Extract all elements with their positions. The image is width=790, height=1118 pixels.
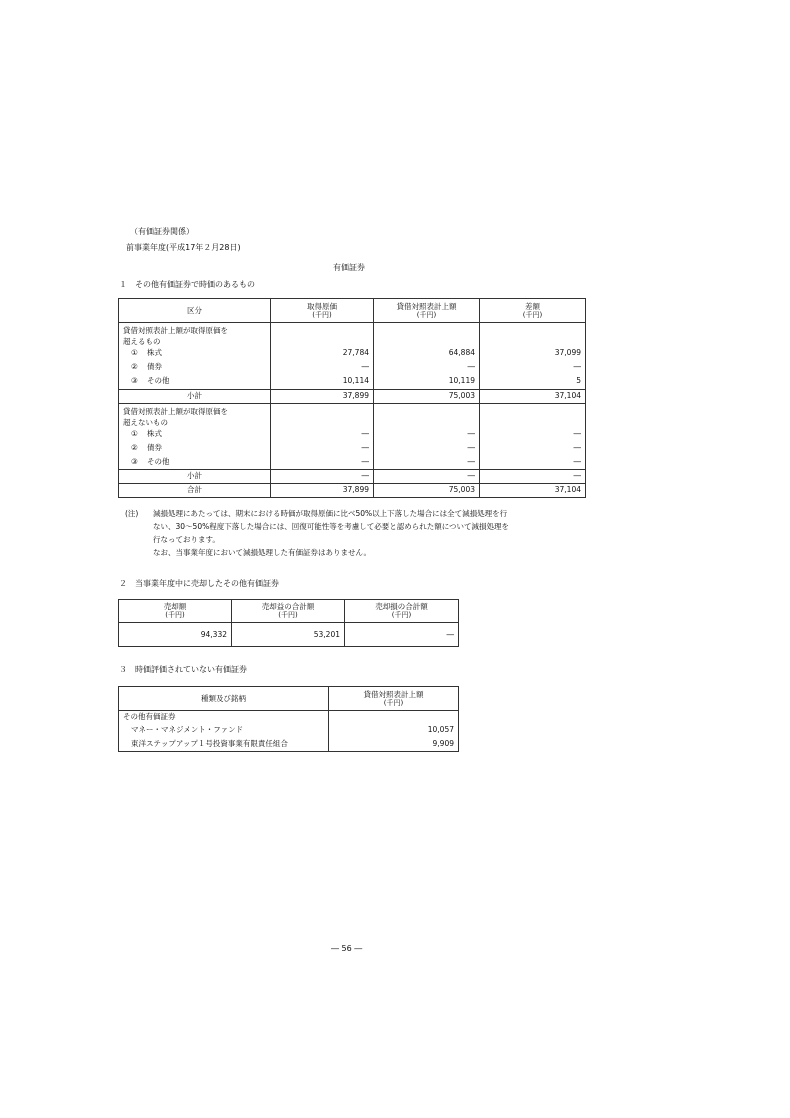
table-row — [119, 724, 459, 738]
group-row — [119, 711, 459, 724]
subtotal-label: 小計 — [119, 389, 271, 403]
table-row — [119, 428, 586, 442]
sales-table — [118, 599, 459, 647]
cell-diff: ― — [480, 361, 586, 375]
cell-sale: 94,332 — [119, 623, 232, 647]
table-row — [119, 361, 586, 375]
cell-cost: ― — [271, 428, 374, 442]
table-header-row — [119, 687, 459, 711]
cell-diff: 5 — [480, 375, 586, 389]
table-header-row — [119, 299, 586, 323]
table-row — [119, 738, 459, 752]
table-header-row — [119, 600, 459, 623]
col-header-diff: 差額 (千円) — [480, 299, 586, 323]
col-header-loss: 売却損の合計額 (千円) — [345, 600, 459, 623]
security-name: 東洋ステップアップ１号投資事業有限責任組合 — [119, 738, 329, 752]
cell-bs: 64,884 — [374, 347, 480, 361]
total-label: 合計 — [119, 484, 271, 498]
cell-gain: 53,201 — [232, 623, 345, 647]
cell-diff: 37,104 — [480, 389, 586, 403]
group1-label-row — [119, 323, 586, 348]
note-line-3: 行なっております。 — [153, 535, 220, 544]
page-number: ― 56 ― — [331, 944, 363, 953]
section3-heading: ３ 時価評価されていない有価証券 — [119, 665, 247, 674]
center-title: 有価証券 — [333, 263, 365, 272]
col-header-bs: 貸借対照表計上額 (千円) — [329, 687, 459, 711]
cell-bs: ― — [374, 361, 480, 375]
group-label: その他有価証券 — [119, 711, 329, 724]
cell-diff: ― — [480, 428, 586, 442]
section2-heading: ２ 当事業年度中に売却したその他有価証券 — [119, 579, 279, 588]
security-value: 10,057 — [329, 724, 459, 738]
cell-diff: ― — [480, 442, 586, 456]
cell-cost: ― — [271, 442, 374, 456]
cell-cost: 27,784 — [271, 347, 374, 361]
table-row — [119, 347, 586, 361]
row-label: ② 債券 — [119, 361, 271, 375]
col-header-sale: 売却額 (千円) — [119, 600, 232, 623]
cell-bs: ― — [374, 456, 480, 470]
col-header-cost: 取得原価 (千円) — [271, 299, 374, 323]
cell-bs: 75,003 — [374, 484, 480, 498]
period-label: 前事業年度(平成17年２月28日) — [126, 243, 241, 252]
security-name: マネー・マネジメント・ファンド — [119, 724, 329, 738]
cell-cost: 37,899 — [271, 484, 374, 498]
row-label: ③ その他 — [119, 375, 271, 389]
col-header-gain: 売却益の合計額 (千円) — [232, 600, 345, 623]
section-title: （有価証券関係） — [130, 227, 194, 236]
cell-cost: ― — [271, 456, 374, 470]
cell-bs: ― — [374, 470, 480, 484]
col-header-kind: 種類及び銘柄 — [119, 687, 329, 711]
note-line-4: なお、当事業年度において減損処理した有価証券はありません。 — [153, 548, 371, 557]
cell-diff: ― — [480, 456, 586, 470]
unlisted-securities-table — [118, 686, 459, 752]
note-line-1: 減損処理にあたっては、期末における時価が取得原価に比べ50%以上下落した場合には全て減損処理を行 — [153, 509, 508, 518]
cell-bs: 10,119 — [374, 375, 480, 389]
table-row — [119, 456, 586, 470]
cell-cost: 37,899 — [271, 389, 374, 403]
cell-loss: ― — [345, 623, 459, 647]
section1-heading: １ その他有価証券で時価のあるもの — [119, 280, 255, 289]
cell-diff: ― — [480, 470, 586, 484]
group2-label-row — [119, 403, 586, 428]
total-row — [119, 484, 586, 498]
row-label: ② 債券 — [119, 442, 271, 456]
subtotal-row — [119, 389, 586, 403]
table-row — [119, 442, 586, 456]
group2-label: 貸借対照表計上額が取得原価を 超えないもの — [119, 403, 271, 428]
securities-table — [118, 298, 586, 498]
cell-bs: ― — [374, 442, 480, 456]
row-label: ① 株式 — [119, 428, 271, 442]
cell-bs: ― — [374, 428, 480, 442]
col-header-category: 区分 — [119, 299, 271, 323]
cell-cost: ― — [271, 361, 374, 375]
cell-cost: ― — [271, 470, 374, 484]
row-label: ③ その他 — [119, 456, 271, 470]
security-value: 9,909 — [329, 738, 459, 752]
table-row — [119, 375, 586, 389]
cell-bs: 75,003 — [374, 389, 480, 403]
subtotal-label: 小計 — [119, 470, 271, 484]
cell-diff: 37,099 — [480, 347, 586, 361]
note-label: (注) — [125, 509, 139, 518]
row-label: ① 株式 — [119, 347, 271, 361]
col-header-bs: 貸借対照表計上額 (千円) — [374, 299, 480, 323]
cell-cost: 10,114 — [271, 375, 374, 389]
table-row — [119, 623, 459, 647]
cell-diff: 37,104 — [480, 484, 586, 498]
group1-label: 貸借対照表計上額が取得原価を 超えるもの — [119, 323, 271, 348]
subtotal-row — [119, 470, 586, 484]
note-line-2: ない、30～50%程度下落した場合には、回復可能性等を考慮して必要と認められた額について減損処理を — [153, 522, 510, 531]
